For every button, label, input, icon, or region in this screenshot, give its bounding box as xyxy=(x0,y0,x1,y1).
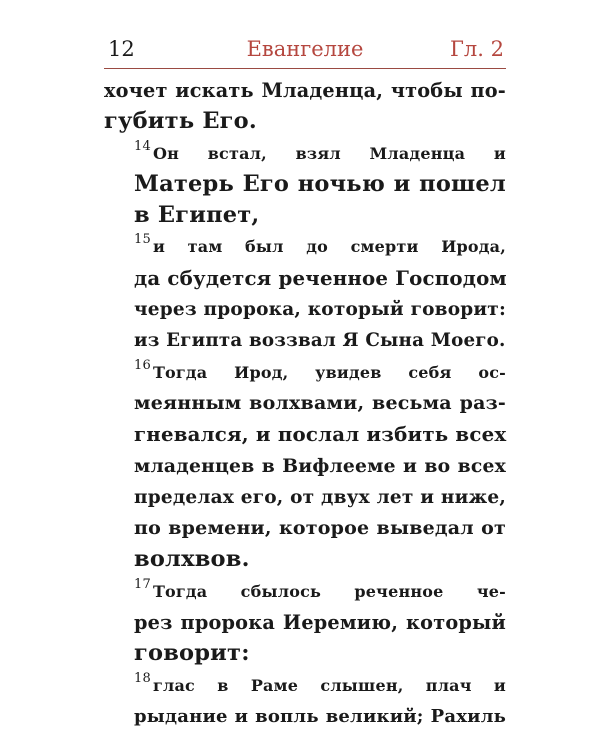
verse-number: 17 xyxy=(134,576,151,592)
running-header xyxy=(104,34,506,64)
verse-number: 15 xyxy=(134,232,151,248)
scripture-text xyxy=(104,75,506,732)
text-line: Он встал, взял Младенца и xyxy=(152,143,506,163)
text-line: волхвов. xyxy=(134,546,250,573)
chapter-label: Гл. 2 xyxy=(450,37,504,61)
text-line: пределах его, от двух лет и ниже, xyxy=(134,486,506,508)
text-line: младенцев в Вифлееме и во всех xyxy=(134,454,506,477)
verse-number: 14 xyxy=(134,138,151,154)
text-line: по времени, которое выведал от xyxy=(134,517,506,540)
verse-16 xyxy=(104,357,506,576)
text-line: Тогда сбылось реченное че- xyxy=(152,581,506,601)
text-line: из Египта воззвал Я Сына Моего. xyxy=(134,330,506,352)
text-line: и там был до смерти Ирода, xyxy=(152,237,506,257)
text-line: гневался, и послал избить всех xyxy=(134,422,507,447)
paragraph-continuation xyxy=(104,75,506,138)
text-line: рез пророка Иеремию, который xyxy=(134,611,506,635)
verse-18 xyxy=(104,670,506,733)
book-page xyxy=(104,34,506,732)
text-line: Тогда Ирод, увидев себя ос- xyxy=(152,362,506,382)
header-rule xyxy=(104,68,506,69)
text-line: глас в Раме слышен, плач и xyxy=(152,675,506,695)
verse-17 xyxy=(104,576,506,670)
book-title: Евангелие xyxy=(246,37,364,61)
text-line: Матерь Его ночью и пошел xyxy=(134,170,506,197)
text-line: да сбудется реченное Господом xyxy=(134,265,507,290)
verse-number: 16 xyxy=(134,357,151,373)
text-line: рыдание и вопль великий; Рахиль xyxy=(134,705,506,727)
text-line: меянным волхвами, весьма раз- xyxy=(134,391,506,414)
verse-15 xyxy=(104,231,506,356)
text-line: губить Его. xyxy=(104,108,257,135)
verse-number: 18 xyxy=(134,670,151,686)
page-number: 12 xyxy=(108,37,135,61)
text-line: хочет искать Младенца, чтобы по- xyxy=(104,79,506,102)
verse-14 xyxy=(104,138,506,232)
text-line: через пророка, который говорит: xyxy=(134,299,506,321)
text-line: в Египет, xyxy=(134,202,260,229)
text-line: говорит: xyxy=(134,640,250,667)
